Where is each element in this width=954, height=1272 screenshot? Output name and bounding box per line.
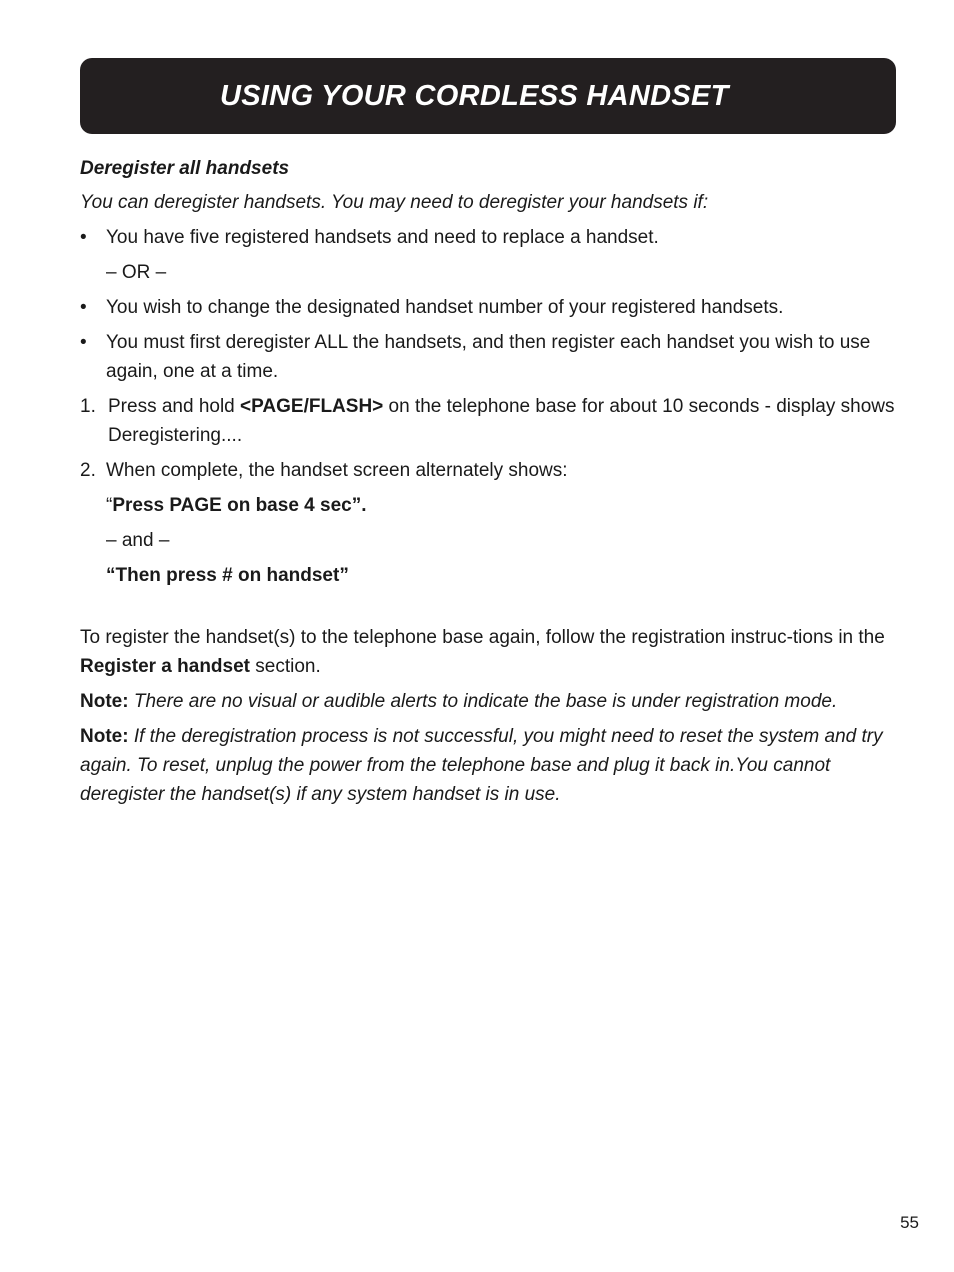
bullet-item <box>80 293 896 322</box>
bullet-text: You have five registered handsets and need to replace a handset. <box>106 227 659 248</box>
screen-message-1-quote: “ <box>106 495 113 516</box>
step-text-post: on the telephone base for about 10 seconds - display shows Deregistering.... <box>108 396 895 446</box>
or-separator: – OR – <box>106 262 167 283</box>
note-text: There are no visual or audible alerts to indicate the base is under registration mode. <box>128 691 838 712</box>
step-text-pre: Press and hold <box>108 396 241 417</box>
bullet-text: You wish to change the designated handset number of your registered handsets. <box>106 297 784 318</box>
bullet-item <box>80 223 896 252</box>
step-number: 2. <box>80 460 96 481</box>
note-label: Note: <box>80 691 129 712</box>
header-title: USING YOUR CORDLESS HANDSET <box>220 79 729 112</box>
section-header <box>80 58 896 134</box>
screen-message-2: “Then press # on handset” <box>106 565 349 586</box>
page-flash-key: <PAGE/FLASH> <box>240 396 384 417</box>
bullet-icon: • <box>80 332 87 353</box>
page-number: 55 <box>900 1213 919 1232</box>
note-text: If the deregistration process is not successful, you might need to reset the system and try again. To reset, unplug the power from the telephone base and plug it back in.You cannot deregister the handset(s) if any system handset is in use. <box>80 726 883 805</box>
bullet-text: You must first deregister ALL the handsets, and then register each handset you wish to use again, one at a time. <box>106 332 871 382</box>
reregister-pre: To register the handset(s) to the telephone base again, follow the registration instruc-tions in the <box>80 627 885 648</box>
bullet-icon: • <box>80 227 87 248</box>
reregister-paragraph <box>80 623 896 681</box>
step-item <box>80 456 896 485</box>
and-separator: – and – <box>106 530 170 551</box>
step-text <box>108 392 896 450</box>
bullet-item <box>80 328 896 386</box>
reregister-post: section. <box>250 656 321 677</box>
section-title: Deregister all handsets <box>80 158 290 179</box>
step-text: When complete, the handset screen alternately shows: <box>106 460 568 481</box>
step-item <box>80 392 896 450</box>
note-paragraph <box>80 687 896 716</box>
step-number: 1. <box>80 396 96 417</box>
bullet-icon: • <box>80 297 87 318</box>
page-content <box>80 154 896 809</box>
section-intro: You can deregister handsets. You may need to deregister your handsets if: <box>80 192 709 213</box>
note-label: Note: <box>80 726 129 747</box>
register-handset-ref: Register a handset <box>80 656 250 677</box>
note-paragraph <box>80 722 896 809</box>
screen-message-1-text: Press PAGE on base 4 sec”. <box>112 495 367 516</box>
screen-message-1 <box>80 491 896 520</box>
